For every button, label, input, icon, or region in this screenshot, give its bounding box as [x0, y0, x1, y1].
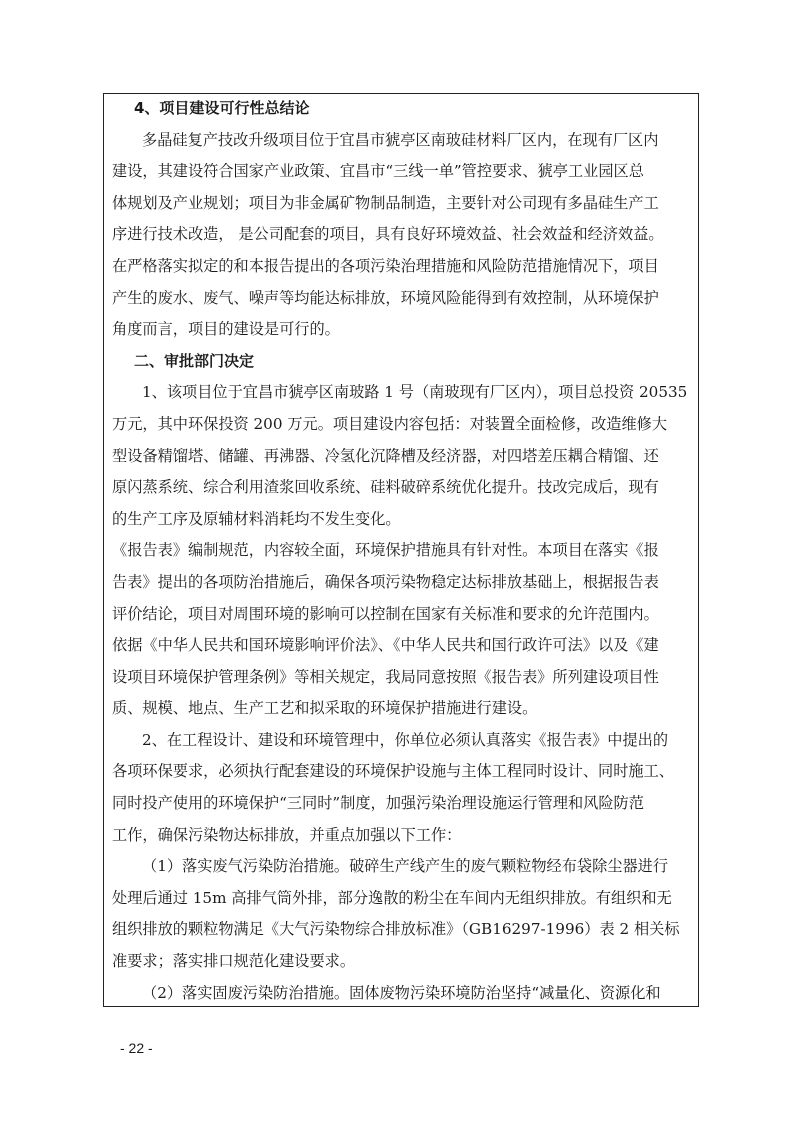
paragraph-line: 角度而言，项目的建设是可行的。 — [112, 320, 340, 339]
paragraph-line: 依据《中华人民共和国环境影响评价法》、《中华人民共和国行政许可法》以及《建 — [112, 636, 659, 655]
paragraph-line: 2、在工程设计、建设和环境管理中，你单位必须认真落实《报告表》中提出的 — [142, 730, 669, 749]
paragraph-line: 设项目环境保护管理条例》等相关规定，我局同意按照《报告表》所列建设项目性 — [112, 667, 659, 686]
paragraph-line: 质、规模、地点、生产工艺和拟采取的环境保护措施进行建设。 — [112, 699, 538, 718]
paragraph-line: 万元，其中环保投资 200 万元。项目建设内容包括：对装置全面检修，改造维修大 — [112, 414, 668, 433]
paragraph-line: 准要求；落实排口规范化建设要求。 — [112, 952, 355, 971]
document-body — [112, 93, 696, 1009]
paragraph-line: 原闪蒸系统、综合利用渣浆回收系统、硅料破碎系统优化提升。技改完成后，现有 — [112, 478, 659, 497]
paragraph-line: 多晶硅复产技改升级项目位于宜昌市猇亭区南玻硅材料厂区内，在现有厂区内 — [142, 130, 659, 149]
page-number: - 22 - — [120, 1040, 153, 1056]
paragraph-line: 型设备精馏塔、储罐、再沸器、冷氢化沉降槽及经济器，对四塔差压耦合精馏、还 — [112, 446, 659, 465]
paragraph-line: 产生的废水、废气、噪声等均能达标排放，环境风险能得到有效控制，从环境保护 — [112, 288, 659, 307]
paragraph-line: 建设，其建设符合国家产业政策、宜昌市“三线一单”管控要求、猇亭工业园区总 — [112, 162, 644, 181]
paragraph-line: 组织排放的颗粒物满足《大气污染物综合排放标准》（GB16297-1996）表 2 相关标 — [112, 920, 680, 939]
paragraph-line: 序进行技术改造， 是公司配套的项目，具有良好环境效益、社会效益和经济效益。 — [112, 225, 664, 244]
paragraph-line: （1）落实废气污染防治措施。破碎生产线产生的废气颗粒物经布袋除尘器进行 — [142, 857, 669, 876]
paragraph-line: （2）落实固废污染防治措施。固体废物污染环境防治坚持“减量化、资源化和 — [142, 983, 661, 1002]
paragraph-line: 《报告表》编制规范，内容较全面，环境保护措施具有针对性。本项目在落实《报 — [112, 541, 659, 560]
paragraph-line: 在严格落实拟定的和本报告提出的各项污染治理措施和风险防范措施情况下，项目 — [112, 256, 659, 275]
paragraph-line: 的生产工序及原辅材料消耗均不发生变化。 — [112, 509, 401, 528]
paragraph-line: 处理后通过 15m 高排气筒外排，部分逸散的粉尘在车间内无组织排放。有组织和无 — [112, 888, 672, 907]
paragraph-line: 工作，确保污染物达标排放，并重点加强以下工作： — [112, 825, 462, 844]
paragraph-line: 评价结论，项目对周围环境的影响可以控制在国家有关标准和要求的允许范围内。 — [112, 604, 659, 623]
paragraph-line: 各项环保要求，必须执行配套建设的环境保护设施与主体工程同时设计、同时施工、 — [112, 762, 674, 781]
section-heading: 4、项目建设可行性总结论 — [134, 99, 310, 117]
paragraph-line: 告表》提出的各项防治措施后，确保各项污染物稳定达标排放基础上，根据报告表 — [112, 572, 659, 591]
paragraph-line: 同时投产使用的环境保护“三同时”制度，加强污染治理设施运行管理和风险防范 — [112, 794, 644, 813]
paragraph-line: 体规划及产业规划；项目为非金属矿物制品制造，主要针对公司现有多晶硅生产工 — [112, 193, 659, 212]
section-heading: 二、审批部门决定 — [134, 351, 255, 370]
paragraph-line: 1、该项目位于宜昌市猇亭区南玻路 1 号（南玻现有厂区内），项目总投资 20535 — [142, 383, 688, 402]
